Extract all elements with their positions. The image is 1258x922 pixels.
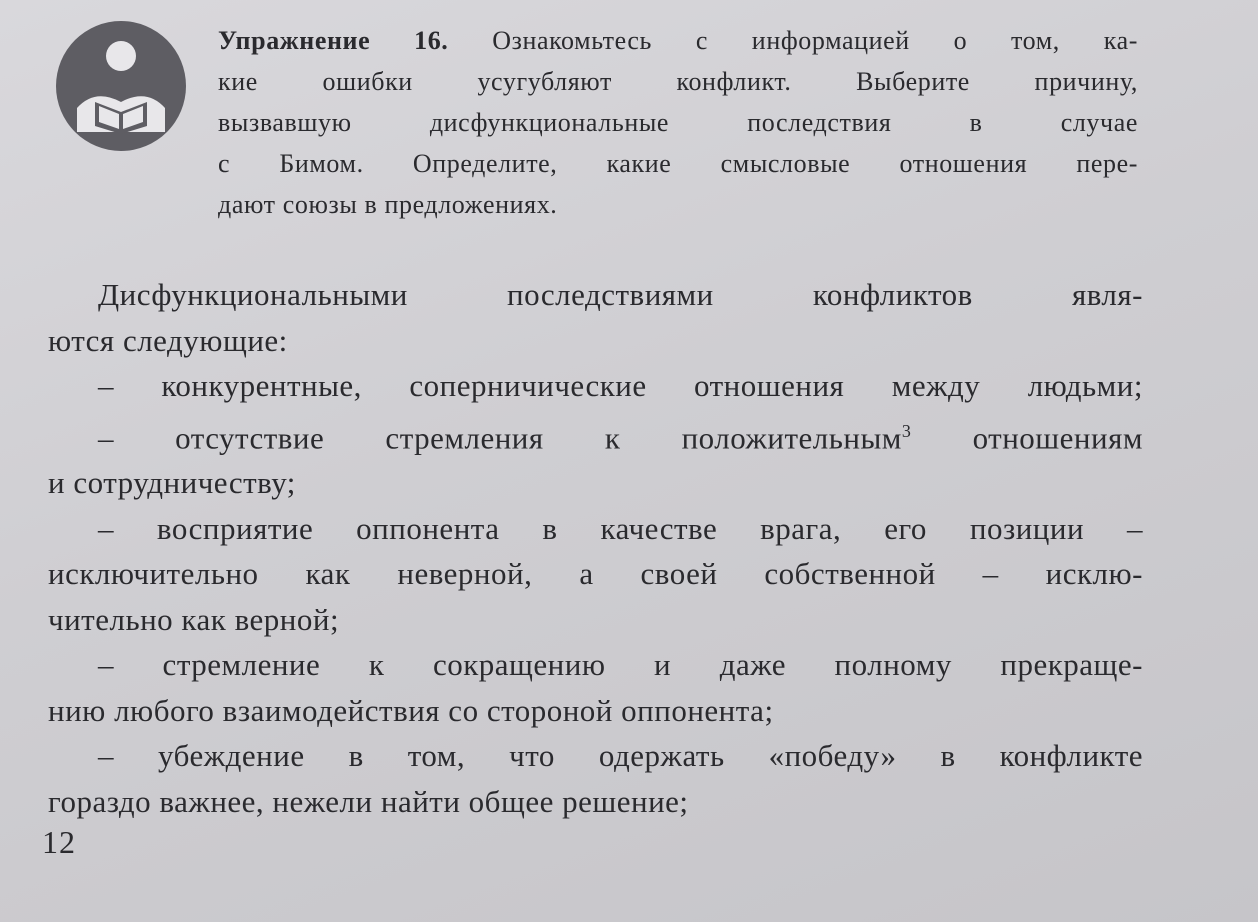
body-line-2: ются следующие: — [48, 322, 288, 358]
body-line-1: Дисфункциональными последствиями конфликтов явля- — [98, 277, 1143, 312]
list-item-3-cont: исключительно как неверной, а своей собственной – исклю- — [48, 556, 1143, 592]
list-item-4-cont: нию любого взаимодействия со стороной оппонента; — [48, 692, 774, 728]
exercise-line-4: с Бимом. Определите, какие смысловые отношения пере- — [218, 149, 1138, 178]
footnote-mark: 3 — [901, 420, 912, 441]
exercise-title: Упражнение 16. — [218, 26, 449, 55]
list-item-5: – убеждение в том, что одержать «победу» в конфликте — [98, 738, 1143, 774]
list-item-1: – конкурентные, соперничические отношения между людьми; — [98, 368, 1143, 403]
exercise-line-5: дают союзы в предложениях. — [218, 190, 558, 219]
list-item-4: – стремление к сокращению и даже полному прекраще- — [98, 647, 1143, 683]
list-item-5-cont: гораздо важнее, нежели найти общее решение; — [48, 783, 689, 819]
list-item-3-end: чительно как верной; — [48, 601, 340, 637]
list-item-2-cont: и сотрудничеству; — [48, 465, 296, 501]
exercise-line-1: Упражнение 16. Ознакомьтесь с информацией о том, ка- — [218, 26, 1138, 55]
page-number: 12 — [42, 824, 76, 860]
body-text — [48, 272, 1143, 824]
exercise-line-2: кие ошибки усугубляют конфликт. Выберите причину, — [218, 67, 1138, 96]
list-item-2: – отсутствие стремления к положительным$^3$ отношениям — [98, 419, 1143, 455]
exercise-instructions — [218, 20, 1138, 225]
list-item-3: – восприятие оппонента в качестве врага, его позиции – — [98, 510, 1143, 546]
reading-person-icon — [55, 20, 187, 152]
exercise-line-3: вызвавшую дисфункциональные последствия в случае — [218, 108, 1138, 137]
